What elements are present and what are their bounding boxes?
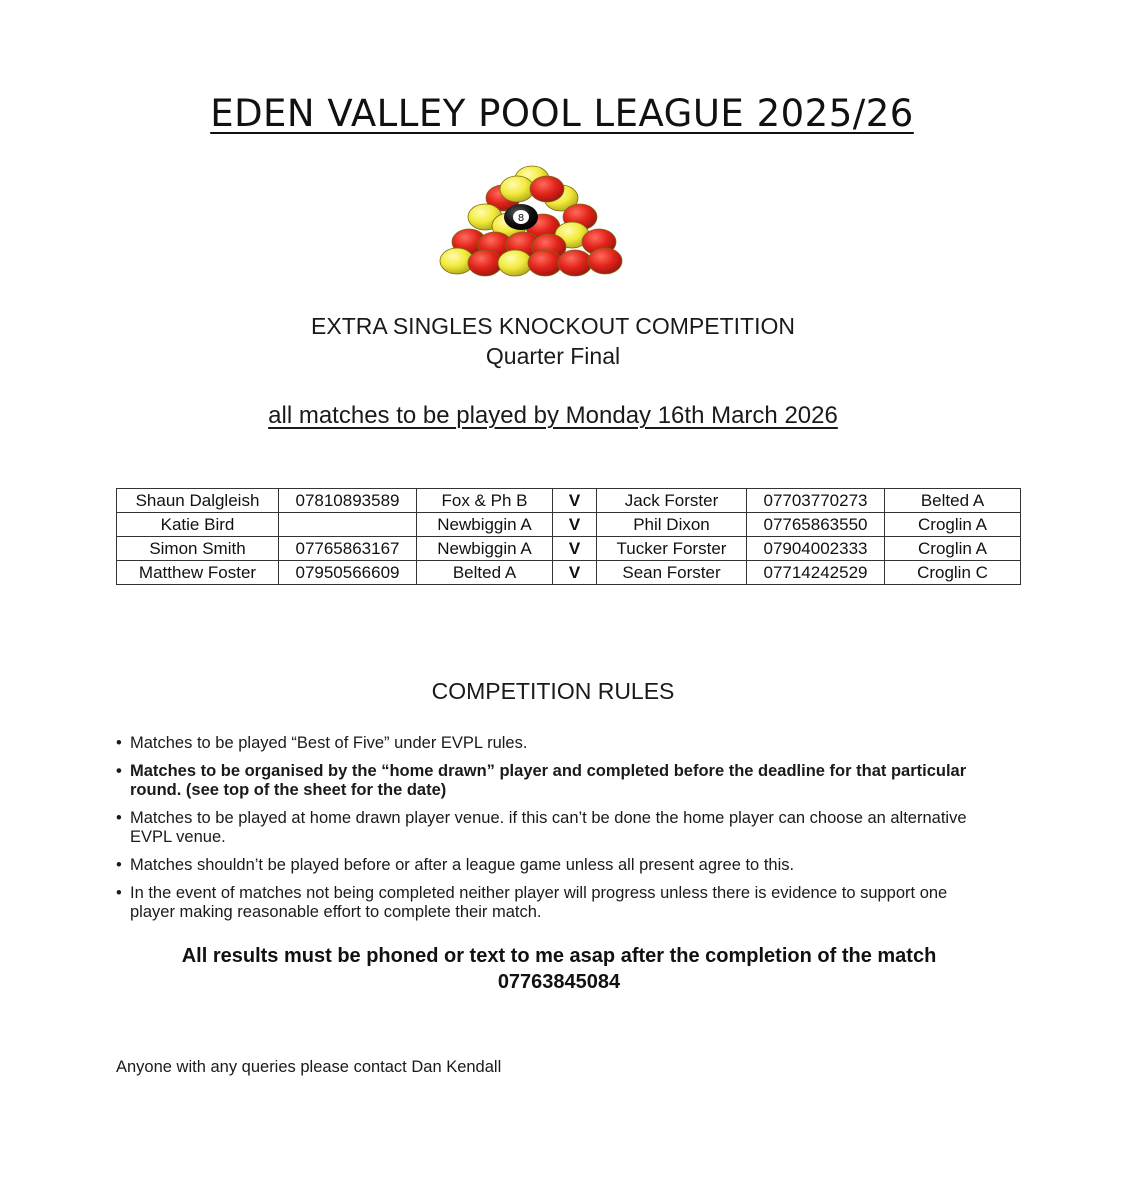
home-phone: 07810893589: [279, 489, 417, 513]
home-player: Katie Bird: [117, 513, 279, 537]
pool-ball-rack-icon: [437, 165, 627, 277]
rule-text: Matches to be organised by the “home drawn” player and completed before the deadline for that particular round. (see top of the sheet for the date): [130, 762, 967, 799]
versus-marker: V: [553, 561, 597, 585]
home-team: Belted A: [417, 561, 553, 585]
away-phone: 07703770273: [747, 489, 885, 513]
rule-text: Matches shouldn’t be played before or after a league game unless all present agree to this.: [130, 856, 795, 874]
away-phone: 07714242529: [747, 561, 885, 585]
bullet-icon: •: [116, 856, 122, 874]
away-player: Sean Forster: [597, 561, 747, 585]
away-player: Tucker Forster: [597, 537, 747, 561]
svg-text:8: 8: [517, 213, 525, 224]
bullet-icon: •: [116, 809, 122, 827]
away-team: Croglin C: [885, 561, 1021, 585]
home-player: Simon Smith: [117, 537, 279, 561]
away-phone: 07904002333: [747, 537, 885, 561]
fixture-row: [117, 561, 1021, 585]
rule-item: [116, 809, 996, 847]
home-phone: 07765863167: [279, 537, 417, 561]
rule-text: Matches to be played “Best of Five” under EVPL rules.: [130, 734, 528, 752]
away-team: Croglin A: [885, 513, 1021, 537]
away-team: Croglin A: [885, 537, 1021, 561]
home-team: Fox & Ph B: [417, 489, 553, 513]
bullet-icon: •: [116, 884, 122, 902]
round-title: Quarter Final: [485, 343, 621, 369]
fixture-row: [117, 489, 1021, 513]
fixture-row: [117, 513, 1021, 537]
rule-item: [116, 762, 996, 800]
deadline-notice: all matches to be played by Monday 16th March 2026: [268, 402, 838, 429]
home-team: Newbiggin A: [417, 537, 553, 561]
home-team: Newbiggin A: [417, 513, 553, 537]
competition-title: EXTRA SINGLES KNOCKOUT COMPETITION: [311, 313, 795, 339]
away-phone: 07765863550: [747, 513, 885, 537]
rule-item: [116, 884, 996, 922]
home-player: Shaun Dalgleish: [117, 489, 279, 513]
versus-marker: V: [553, 489, 597, 513]
away-player: Jack Forster: [597, 489, 747, 513]
home-phone: [279, 513, 417, 537]
results-phone-number: 07763845084: [497, 971, 621, 993]
home-phone: 07950566609: [279, 561, 417, 585]
fixtures-table: [116, 488, 1021, 585]
rule-item: [116, 856, 996, 875]
away-team: Belted A: [885, 489, 1021, 513]
rules-list: [116, 734, 996, 931]
bullet-icon: •: [116, 762, 122, 780]
rule-item: [116, 734, 996, 753]
contact-note: Anyone with any queries please contact Dan Kendall: [116, 1058, 502, 1076]
rule-text: In the event of matches not being completed neither player will progress unless there is evidence to support one player making reasonable effort to complete their match.: [130, 884, 948, 921]
home-player: Matthew Foster: [117, 561, 279, 585]
page-title: EDEN VALLEY POOL LEAGUE 2025/26: [210, 92, 914, 135]
versus-marker: V: [553, 513, 597, 537]
rule-text: Matches to be played at home drawn player venue. if this can’t be done the home player can choose an alternative EVPL venue.: [130, 809, 967, 846]
results-instruction: All results must be phoned or text to me asap after the completion of the match: [181, 945, 937, 967]
fixture-row: [117, 537, 1021, 561]
versus-marker: V: [553, 537, 597, 561]
rules-heading: COMPETITION RULES: [431, 678, 675, 704]
bullet-icon: •: [116, 734, 122, 752]
away-player: Phil Dixon: [597, 513, 747, 537]
